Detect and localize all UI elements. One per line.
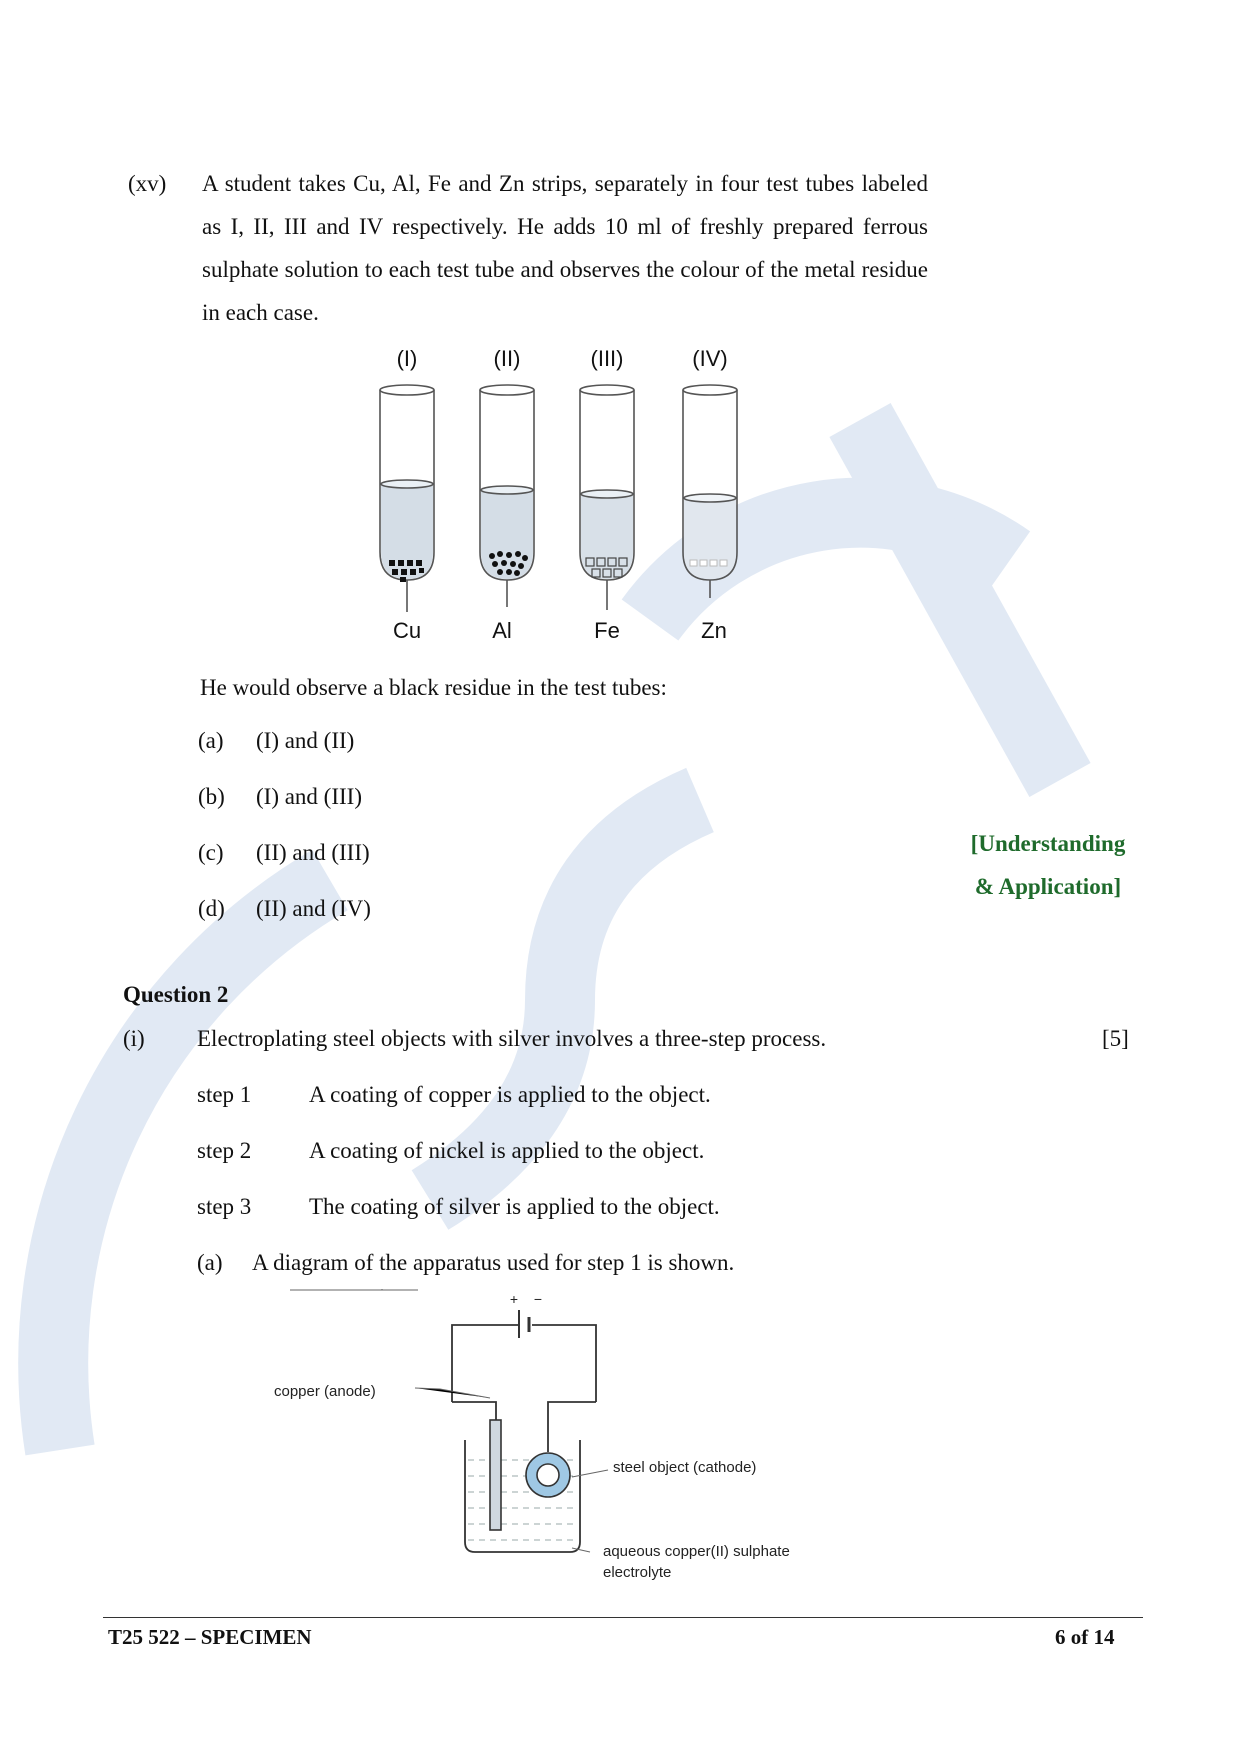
metal-label-zn: Zn — [701, 618, 727, 643]
test-tube-1 — [380, 385, 434, 612]
option-c-key: (c) — [198, 840, 224, 865]
subpart-text: A diagram of the apparatus used for step 1 is shown. — [252, 1250, 735, 1275]
step-3-text: The coating of silver is applied to the object. — [309, 1194, 720, 1219]
question-prompt: He would observe a black residue in the test tubes: — [200, 675, 667, 700]
minus-sign: − — [533, 1291, 543, 1307]
electrolyte-label-line2: electrolyte — [603, 1564, 672, 1581]
step-2-text: A coating of nickel is applied to the object. — [309, 1138, 705, 1163]
question-heading: Question 2 — [123, 982, 229, 1007]
step-1-label: step 1 — [197, 1082, 252, 1107]
option-c-text: (II) and (III) — [256, 840, 370, 865]
part-number: (i) — [123, 1026, 145, 1051]
tube-label-2: (II) — [493, 346, 521, 371]
footer-divider — [103, 1617, 1143, 1618]
anode-label: copper (anode) — [274, 1383, 376, 1400]
footer-code: T25 522 – SPECIMEN — [108, 1625, 312, 1649]
cathode-label: steel object (cathode) — [613, 1459, 757, 1476]
copper-anode — [490, 1420, 501, 1530]
option-b-key: (b) — [198, 784, 225, 809]
test-tubes-figure — [370, 342, 750, 662]
metal-label-cu: Cu — [392, 618, 422, 643]
metal-label-al: Al — [492, 618, 512, 643]
tube-label-3: (III) — [590, 346, 624, 371]
cognitive-tag — [948, 822, 1148, 908]
plus-sign: + — [509, 1291, 519, 1307]
tube-label-1: (I) — [396, 346, 418, 371]
option-a-key: (a) — [198, 728, 224, 753]
electroplating-diagram — [274, 1290, 850, 1600]
question-number: (xv) — [128, 171, 167, 196]
subpart-key: (a) — [197, 1250, 223, 1275]
option-d-text: (II) and (IV) — [256, 896, 371, 921]
page-number: 6 of 14 — [1055, 1625, 1115, 1649]
question-text: A student takes Cu, Al, Fe and Zn strips, separately in four test tubes labeled as I, II, III and IV respectively. He adds 10 ml of freshly prepared ferrous sulphate solution to each test tube and observes the colour of the metal residue in each case. — [202, 171, 928, 325]
marks: [5] — [1102, 1026, 1129, 1051]
option-a-text: (I) and (II) — [256, 728, 355, 753]
test-tube-3 — [580, 385, 634, 610]
tube-label-4: (IV) — [692, 346, 728, 371]
metal-label-fe: Fe — [594, 618, 620, 643]
cognitive-tag-line2: & Application] — [974, 874, 1122, 899]
option-d-key: (d) — [198, 896, 225, 921]
step-3-label: step 3 — [197, 1194, 252, 1219]
part-text: Electroplating steel objects with silver involves a three-step process. — [197, 1026, 827, 1051]
electrolyte-label-line1: aqueous copper(II) sulphate — [603, 1543, 790, 1560]
option-b-text: (I) and (III) — [256, 784, 362, 809]
cognitive-tag-line1: [Understanding — [970, 831, 1126, 856]
steel-cathode — [526, 1453, 570, 1497]
step-2-label: step 2 — [197, 1138, 252, 1163]
step-1-text: A coating of copper is applied to the object. — [309, 1082, 711, 1107]
